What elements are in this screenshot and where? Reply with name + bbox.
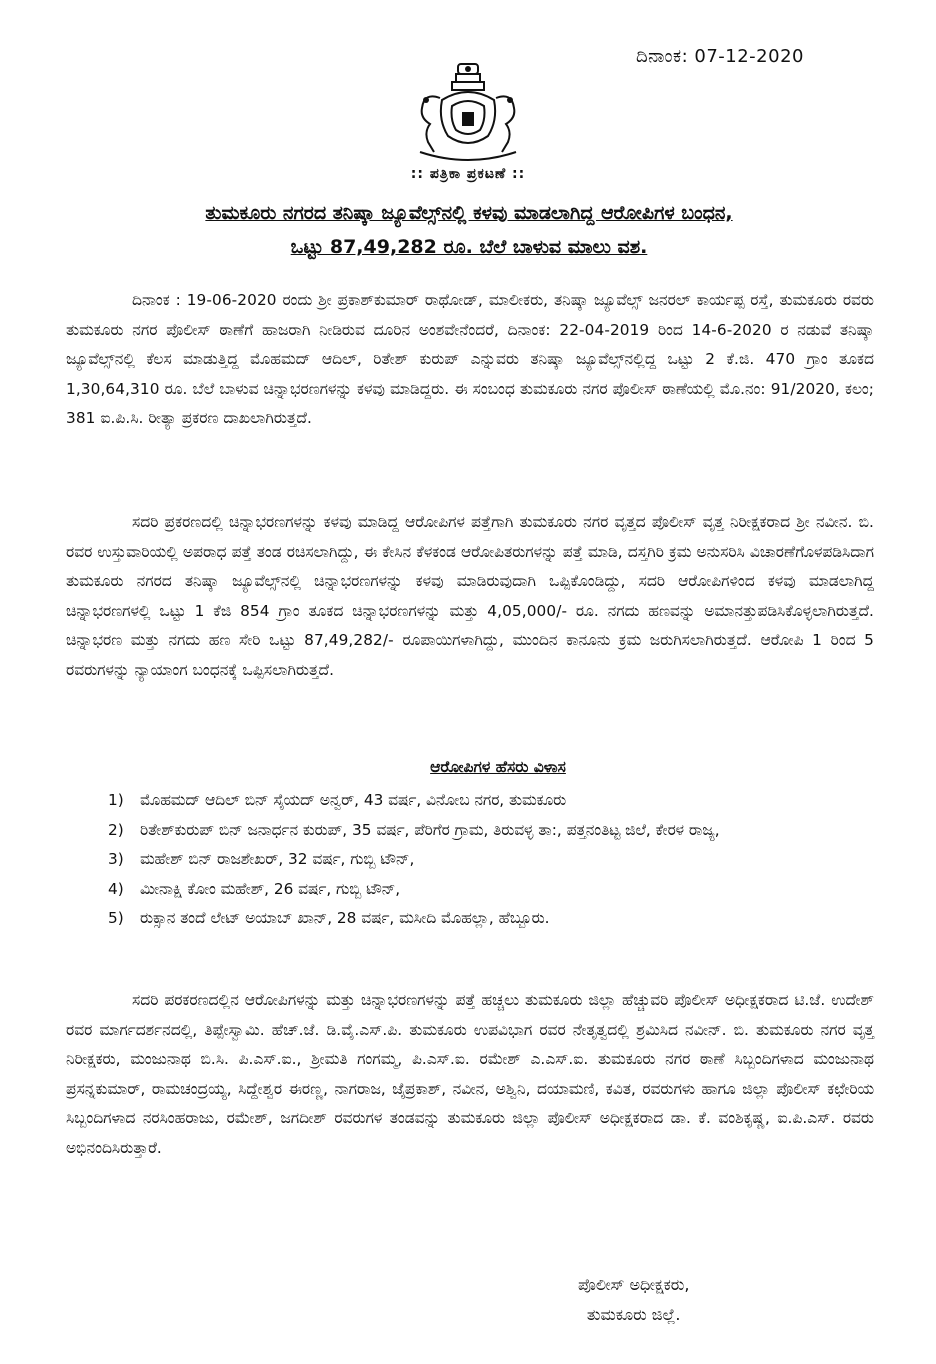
- press-release-label: :: ಪತ್ರಿಕಾ ಪ್ರಕಟಣೆ ::: [410, 166, 526, 182]
- headline-line-2: ಒಟ್ಟು 87,49,282 ರೂ. ಬೆಲೆ ಬಾಳುವ ಮಾಲು ವಶ.: [290, 236, 648, 258]
- accused-list-title: ಆರೋಪಿಗಳ ಹೆಸರು ವಿಳಾಸ: [430, 758, 566, 776]
- signature-district: ತುಮಕೂರು ಜಿಲ್ಲೆ.: [586, 1305, 681, 1324]
- list-item: 5) ರುಕ್ಸಾನ ತಂದೆ ಲೇಟ್ ಅಯಾಬ್ ಖಾನ್, 28 ವರ್ಷ, ಮಸೀದಿ ಮೊಹಲ್ಲಾ, ಹೆಬ್ಬೂರು.: [108, 909, 550, 928]
- karnataka-emblem-icon: [412, 60, 524, 164]
- list-item: 3) ಮಹೇಶ್ ಬಿನ್ ರಾಜಶೇಖರ್, 32 ವರ್ಷ, ಗುಬ್ಬಿ ಟೌನ್,: [108, 850, 415, 869]
- headline-line-1: ತುಮಕೂರು ನಗರದ ತನಿಷ್ಕಾ ಜ್ಯೂವೆಲ್ಸ್‌ನಲ್ಲಿ ಕಳವು ಮಾಡಲಾಗಿದ್ದ ಆರೋಪಿಗಳ ಬಂಧನ,: [205, 202, 733, 224]
- paragraph-complaint: ದಿನಾಂಕ : 19-06-2020 ರಂದು ಶ್ರೀ ಪ್ರಕಾಶ್‌ಕುಮಾರ್ ರಾಥೋಡ್, ಮಾಲೀಕರು, ತನಿಷ್ಕಾ ಜ್ಯೂವೆಲ್ಸ್ ಜನರಲ್ ಕಾರ್ಯಪ್ಪ ರಸ್ತೆ, ತುಮಕೂರು ರವರು ತುಮಕೂರು ನಗರ ಪೊಲೀಸ್ ಠಾಣೆಗೆ ಹಾಜರಾಗಿ ನೀಡಿರುವ ದೂರಿನ ಅಂಶವೇನೆಂದರೆ, ದಿನಾಂಕ: 22-04-2019 ರಿಂದ 14-6-2020 ರ ನಡುವೆ ತನಿಷ್ಕಾ ಜ್ಯೂವೆಲ್ಸ್‌ನಲ್ಲಿ ಕೆಲಸ ಮಾಡುತ್ತಿದ್ದ ಮೊಹಮದ್ ಆದಿಲ್, ರಿತೇಶ್ ಕುರುಪ್ ಎನ್ನುವರು ತನಿಷ್ಕಾ ಜ್ಯೂವೆಲ್ಸ್‌ನಲ್ಲಿದ್ದ ಒಟ್ಟು 2 ಕೆ.ಜಿ. 470 ಗ್ರಾಂ ತೂಕದ 1,30,64,310 ರೂ. ಬೆಲೆ ಬಾಳುವ ಚಿನ್ನಾಭರಣಗಳನ್ನು ಕಳವು ಮಾಡಿದ್ದರು. ಈ ಸಂಬಂಧ ತುಮಕೂರು ನಗರ ಪೊಲೀಸ್ ಠಾಣೆಯಲ್ಲಿ ಮೊ.ನಂ: 91/2020, ಕಲಂ; 381 ಐ.ಪಿ.ಸಿ. ರೀತ್ಯಾ ಪ್ರಕರಣ ದಾಖಲಾಗಿರುತ್ತದೆ.: [66, 291, 874, 428]
- issue-date: ದಿನಾಂಕ: 07-12-2020: [636, 46, 804, 67]
- headline: [64, 196, 874, 264]
- paragraph-commendation: ಸದರಿ ಪರಕರಣದಲ್ಲಿನ ಆರೋಪಿಗಳನ್ನು ಮತ್ತು ಚಿನ್ನಾಭರಣಗಳನ್ನು ಪತ್ತೆ ಹಚ್ಚಲು ತುಮಕೂರು ಜಿಲ್ಲಾ ಹೆಚ್ಚುವರಿ ಪೊಲೀಸ್ ಅಧೀಕ್ಷಕರಾದ ಟಿ.ಜೆ. ಉದೇಶ್ ರವರ ಮಾರ್ಗದರ್ಶನದಲ್ಲಿ, ತಿಪ್ಪೇಸ್ವಾಮಿ. ಹೆಚ್.ಜೆ. ಡಿ.ವೈ.ಎಸ್.ಪಿ. ತುಮಕೂರು ಉಪವಿಭಾಗ ರವರ ನೇತೃತ್ವದಲ್ಲಿ ಶ್ರಮಿಸಿದ ನವೀನ್. ಬಿ. ತುಮಕೂರು ನಗರ ವೃತ್ತ ನಿರೀಕ್ಷಕರು, ಮಂಜುನಾಥ ಬಿ.ಸಿ. ಪಿ.ಎಸ್.ಐ., ಶ್ರೀಮತಿ ಗಂಗಮ್ಮ, ಪಿ.ಎಸ್.ಐ. ರಮೇಶ್ ಎ.ಎಸ್.ಐ. ತುಮಕೂರು ನಗರ ಠಾಣೆ ಸಿಬ್ಬಂದಿಗಳಾದ ಮಂಜುನಾಥ ಪ್ರಸನ್ನಕುಮಾರ್, ರಾಮಚಂದ್ರಯ್ಯ, ಸಿದ್ದೇಶ್ವರ ಈರಣ್ಣ, ನಾಗರಾಜ, ಜೈಪ್ರಕಾಶ್, ನವೀನ, ಅಶ್ವಿನಿ, ದಯಾಮಣಿ, ಕವಿತ, ರವರುಗಳು ಹಾಗೂ ಜಿಲ್ಲಾ ಪೊಲೀಸ್ ಕಛೇರಿಯ ಸಿಬ್ಬಂದಿಗಳಾದ ನರಸಿಂಹರಾಜು, ರಮೇಶ್, ಜಗದೀಶ್ ರವರುಗಳ ತಂಡವನ್ನು ತುಮಕೂರು ಜಿಲ್ಲಾ ಪೊಲೀಸ್ ಅಧೀಕ್ಷಕರಾದ ಡಾ. ಕೆ. ವಂಶಿಕೃಷ್ಣ, ಐ.ಪಿ.ಎಸ್. ರವರು ಅಭಿನಂದಿಸಿರುತ್ತಾರೆ.: [66, 991, 874, 1157]
- accused-list: [108, 786, 874, 934]
- list-item: 1) ಮೊಹಮದ್ ಆದಿಲ್ ಬಿನ್ ಸೈಯದ್ ಅನ್ವರ್, 43 ವರ್ಷ, ವಿನೋಬ ನಗರ, ತುಮಕೂರು: [108, 791, 567, 809]
- signature-title: ಪೊಲೀಸ್ ಅಧೀಕ್ಷಕರು,: [578, 1275, 690, 1294]
- list-item: 4) ಮೀನಾಕ್ಷಿ ಕೋಂ ಮಹೇಶ್, 26 ವರ್ಷ, ಗುಬ್ಬಿ ಟೌನ್,: [108, 879, 401, 898]
- signature-block: [578, 1270, 689, 1330]
- paragraph-investigation: ಸದರಿ ಪ್ರಕರಣದಲ್ಲಿ ಚಿನ್ನಾಭರಣಗಳನ್ನು ಕಳವು ಮಾಡಿದ್ದ ಆರೋಪಿಗಳ ಪತ್ತೆಗಾಗಿ ತುಮಕೂರು ನಗರ ವೃತ್ತದ ಪೊಲೀಸ್ ವೃತ್ತ ನಿರೀಕ್ಷಕರಾದ ಶ್ರೀ ನವೀನ. ಬಿ. ರವರ ಉಸ್ತುವಾರಿಯಲ್ಲಿ ಅಪರಾಧ ಪತ್ತೆ ತಂಡ ರಚಿಸಲಾಗಿದ್ದು, ಈ ಕೇಸಿನ ಕೆಳಕಂಡ ಆರೋಪಿತರುಗಳನ್ನು ಪತ್ತೆ ಮಾಡಿ, ದಸ್ತಗಿರಿ ಕ್ರಮ ಅನುಸರಿಸಿ ವಿಚಾರಣೆಗೊಳಪಡಿಸಿದಾಗ ತುಮಕೂರು ನಗರದ ತನಿಷ್ಕಾ ಜ್ಯೂವೆಲ್ಸ್‌ನಲ್ಲಿ ಚಿನ್ನಾಭರಣಗಳನ್ನು ಕಳವು ಮಾಡಿರುವುದಾಗಿ ಒಪ್ಪಿಕೊಂಡಿದ್ದು, ಸದರಿ ಆರೋಪಿಗಳಿಂದ ಕಳವು ಮಾಡಲಾಗಿದ್ದ ಚಿನ್ನಾಭರಣಗಳಲ್ಲಿ ಒಟ್ಟು 1 ಕೆಜಿ 854 ಗ್ರಾಂ ತೂಕದ ಚಿನ್ನಾಭರಣಗಳನ್ನು ಮತ್ತು 4,05,000/- ರೂ. ನಗದು ಹಣವನ್ನು ಅಮಾನತ್ತುಪಡಿಸಿಕೊಳ್ಳಲಾಗಿರುತ್ತದೆ. ಚಿನ್ನಾಭರಣ ಮತ್ತು ನಗದು ಹಣ ಸೇರಿ ಒಟ್ಟು 87,49,282/- ರೂಪಾಯಿಗಳಾಗಿದ್ದು, ಮುಂದಿನ ಕಾನೂನು ಕ್ರಮ ಜರುಗಿಸಲಾಗಿರುತ್ತದೆ. ಆರೋಪಿ 1 ರಿಂದ 5 ರವರುಗಳನ್ನು ನ್ಯಾಯಾಂಗ ಬಂಧನಕ್ಕೆ ಒಪ್ಪಿಸಲಾಗಿರುತ್ತದೆ.: [66, 513, 874, 679]
- list-item: 2) ರಿತೇಶ್‌ಕುರುಪ್ ಬಿನ್ ಜನಾರ್ಧನ ಕುರುಪ್, 35 ವರ್ಷ, ಪೆರಿಗೆರ ಗ್ರಾಮ, ತಿರುವಳ್ಳ ತಾ:, ಪತ್ತನಂತಿಟ್ಟ ಜಿಲೆ, ಕೇರಳ ರಾಜ್ಯ,: [108, 820, 720, 839]
